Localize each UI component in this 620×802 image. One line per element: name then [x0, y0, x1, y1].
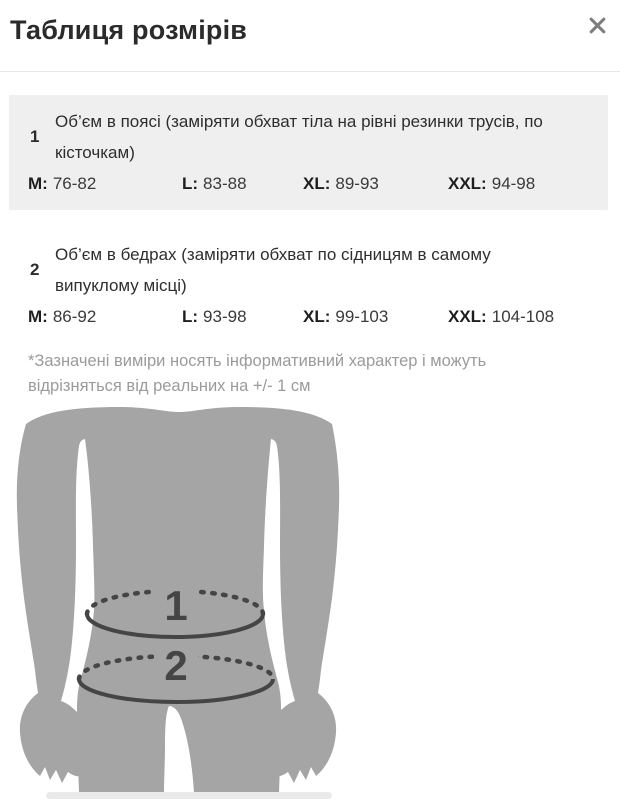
size-value: 76-82 — [52, 174, 97, 193]
size-cell-xxl — [448, 304, 592, 330]
size-section-hips — [9, 228, 608, 343]
description-line: Об’єм в поясі (заміряти обхват тіла на рівні резинки трусів, по — [55, 112, 543, 131]
size-label: XXL: — [448, 307, 487, 326]
body-figure — [16, 406, 342, 802]
sizes-row — [28, 304, 592, 330]
size-value: 89-93 — [335, 174, 379, 193]
size-label: XL: — [303, 174, 331, 193]
size-cell-l — [182, 171, 303, 197]
size-cell-m — [28, 171, 182, 197]
size-label: M: — [28, 174, 48, 193]
description-row — [28, 106, 592, 168]
hip-label: 2 — [164, 642, 188, 689]
figure-shadow — [46, 792, 332, 799]
size-description — [55, 239, 592, 301]
size-value: 104-108 — [491, 307, 555, 326]
description-line: випуклому місці) — [55, 276, 187, 295]
close-icon[interactable] — [589, 17, 606, 34]
sizes-row — [28, 171, 592, 197]
description-line: кісточкам) — [55, 143, 135, 162]
size-section-waist — [9, 95, 608, 210]
note-line: відрізняться від реальних на +/- 1 см — [28, 377, 311, 395]
row-number: 2 — [30, 260, 40, 279]
size-cell-m — [28, 304, 182, 330]
row-number: 1 — [30, 127, 40, 146]
size-label: M: — [28, 307, 48, 326]
description-row — [28, 239, 592, 301]
size-value: 93-98 — [203, 307, 247, 326]
size-value: 99-103 — [335, 307, 389, 326]
size-cell-l — [182, 304, 303, 330]
size-cell-xl — [303, 171, 448, 197]
size-label: L: — [182, 174, 199, 193]
close-button[interactable] — [589, 17, 606, 34]
note-line: *Зазначені виміри носять інформативний характер і можуть — [28, 352, 487, 370]
size-label: L: — [182, 307, 199, 326]
size-cell-xl — [303, 304, 448, 330]
description-line: Об’єм в бедрах (заміряти обхват по сідницям в самому — [55, 245, 491, 264]
size-value: 86-92 — [52, 307, 97, 326]
measurement-figure — [16, 406, 620, 802]
size-value: 94-98 — [491, 174, 536, 193]
size-label: XL: — [303, 307, 331, 326]
size-cell-xxl — [448, 171, 592, 197]
size-value: 83-88 — [203, 174, 247, 193]
dialog-title: Таблиця розмірів — [10, 15, 248, 45]
disclaimer-note — [28, 349, 600, 399]
waist-label: 1 — [164, 582, 188, 629]
dialog-header — [0, 0, 620, 72]
size-label: XXL: — [448, 174, 487, 193]
size-description — [55, 106, 592, 168]
